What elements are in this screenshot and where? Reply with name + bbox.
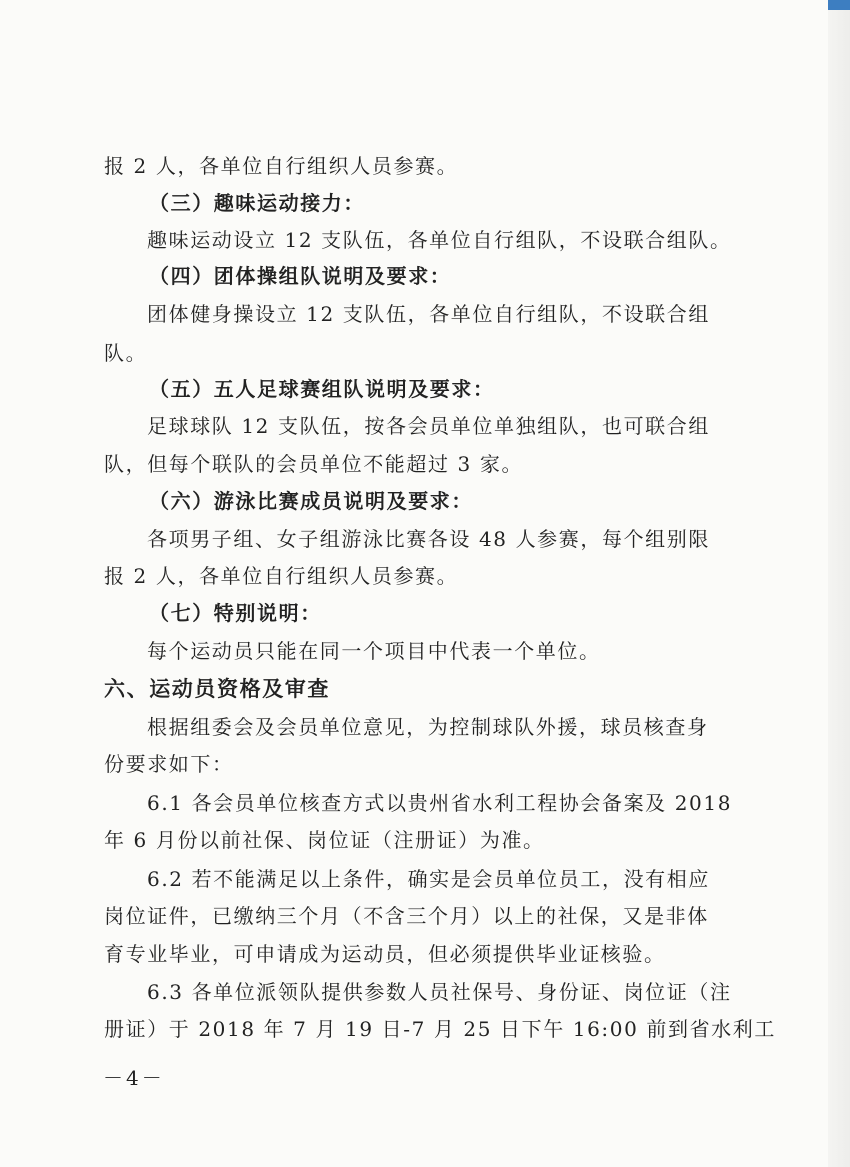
subheading-3: （三）趣味运动接力： xyxy=(149,191,365,215)
line-14: 每个运动员只能在同一个项目中代表一个单位。 xyxy=(147,639,601,663)
subheading-4: （四）团体操组队说明及要求： xyxy=(149,264,452,288)
line-3: 趣味运动设立 12 支队伍，各单位自行组队，不设联合组队。 xyxy=(147,228,732,252)
line-5: 团体健身操设立 12 支队伍，各单位自行组队，不设联合组 xyxy=(147,302,710,326)
line-23: 6.3 各单位派领队提供参数人员社保号、身份证、岗位证（注 xyxy=(147,980,732,1004)
line-16: 根据组委会及会员单位意见，为控制球队外援，球员核查身 xyxy=(147,715,709,739)
line-24: 册证）于 2018 年 7 月 19 日-7 月 25 日下午 16:00 前到省水利工 xyxy=(104,1017,776,1041)
line-1: 报 2 人，各单位自行组织人员参赛。 xyxy=(104,154,459,178)
line-18: 6.1 各会员单位核查方式以贵州省水利工程协会备案及 2018 xyxy=(147,791,733,815)
line-9: 队，但每个联队的会员单位不能超过 3 家。 xyxy=(104,452,524,476)
line-21: 岗位证件，已缴纳三个月（不含三个月）以上的社保，又是非体 xyxy=(104,904,709,928)
section-heading-6: 六、运动员资格及审查 xyxy=(104,677,330,701)
line-22: 育专业毕业，可申请成为运动员，但必须提供毕业证核验。 xyxy=(104,942,666,966)
line-6: 队。 xyxy=(104,341,148,365)
line-8: 足球球队 12 支队伍，按各会员单位单独组队，也可联合组 xyxy=(147,414,710,438)
page-edge xyxy=(828,0,850,1167)
subheading-5: （五）五人足球赛组队说明及要求： xyxy=(149,377,495,401)
line-17: 份要求如下： xyxy=(104,752,234,776)
page-number: －4－ xyxy=(103,1066,165,1090)
line-19: 年 6 月份以前社保、岗位证（注册证）为准。 xyxy=(104,828,545,852)
line-20: 6.2 若不能满足以上条件，确实是会员单位员工，没有相应 xyxy=(147,867,710,891)
line-11: 各项男子组、女子组游泳比赛各设 48 人参赛，每个组别限 xyxy=(147,527,710,551)
subheading-6: （六）游泳比赛成员说明及要求： xyxy=(149,489,473,513)
subheading-7: （七）特别说明： xyxy=(149,601,322,625)
corner-mark xyxy=(828,0,850,10)
line-12: 报 2 人，各单位自行组织人员参赛。 xyxy=(104,564,459,588)
